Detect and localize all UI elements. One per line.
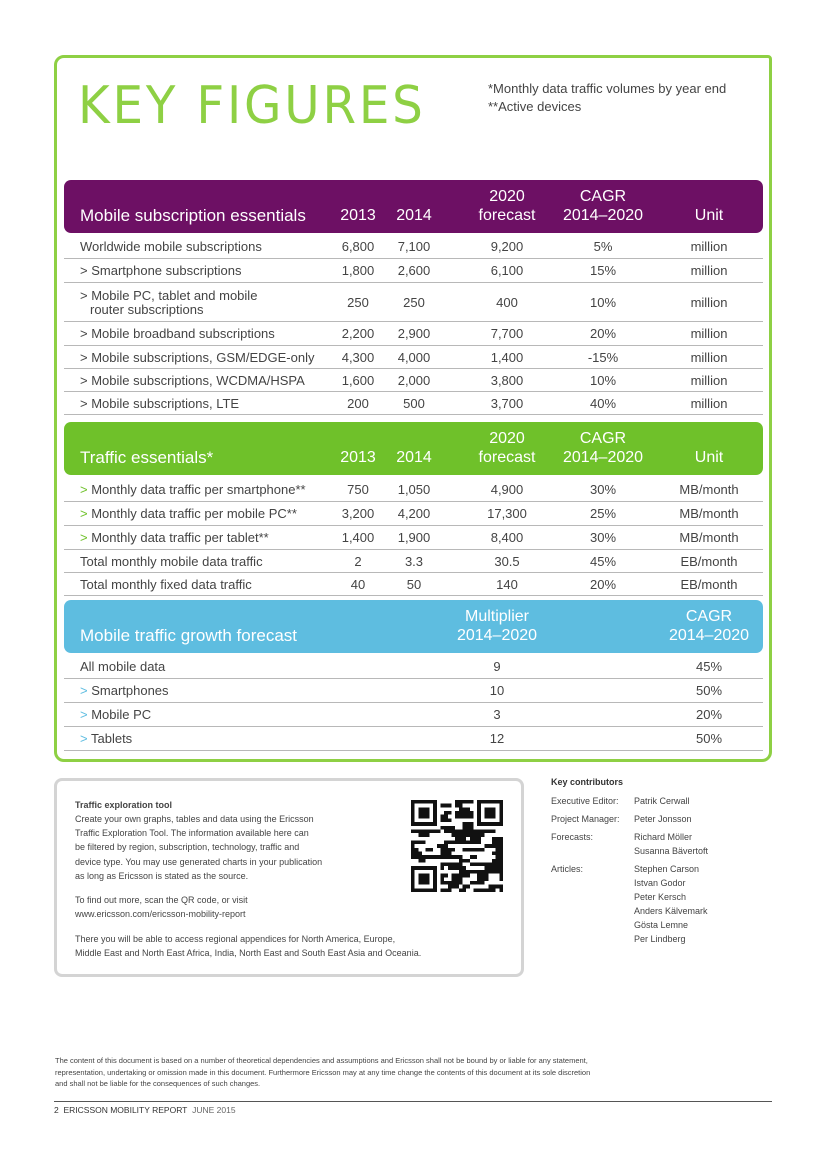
table-row [64,573,763,596]
contributor-role: Articles: [551,864,584,874]
col-cagr-bottom: 2014–2020 [562,449,644,466]
row-label-text: Mobile subscriptions, WCDMA/HSPA [91,372,305,388]
row-label-text: Smartphones [91,683,169,698]
contributor-name: Per Lindberg [634,934,686,944]
value-unit: million [690,294,728,310]
row-label [80,373,305,389]
col-2020-bottom: forecast [478,449,536,466]
value-2014: 4,200 [397,506,431,521]
table-row [64,478,763,502]
contributor-name: Stephen Carson [634,864,700,874]
disclaimer-line: representation, undertaking or omission made in this document. Furthermore Ericsson may at any time change the contents of this document at its sole discretion [55,1067,591,1077]
bullet-arrow-icon: > [80,731,88,746]
bullet-arrow-icon: > [80,395,88,411]
qr-code-icon[interactable] [411,800,503,892]
tool-line: There you will be able to access regional appendices for North America, Europe, [75,934,396,944]
contributor-name: Istvan Godor [634,878,686,888]
table-row [64,392,763,415]
value-2013: 1,600 [341,372,375,388]
tool-link[interactable]: www.ericsson.com/ericsson-mobility-report [75,909,246,920]
value-cagr: 15% [589,263,617,278]
traffic-header [64,422,763,475]
value-unit: MB/month [679,482,739,497]
tool-line: be filtered by region, subscription, technology, traffic and [75,842,300,853]
value-unit: million [690,372,728,388]
value-2020: 8,400 [490,530,524,545]
value-2014: 50 [406,576,422,592]
tool-paragraph-1 [75,812,395,883]
contributor-name: Peter Kersch [634,892,687,902]
tool-line: Traffic Exploration Tool. The information available here can [75,828,309,839]
value-cagr: 30% [589,530,617,545]
value-2014: 3.3 [404,553,424,569]
value-unit: MB/month [679,530,739,545]
value-2014: 7,100 [397,239,431,254]
bullet-arrow-icon: > [80,683,88,698]
row-label-text: Monthly data traffic per smartphone** [91,482,306,497]
value-2013: 2,200 [341,326,375,341]
page-title: KEY FIGURES [78,76,426,136]
bullet-arrow-icon: > [80,372,88,388]
row-label [80,707,151,723]
value-multiplier: 3 [493,707,501,722]
row-label [80,350,314,366]
col-unit: Unit [694,449,724,466]
value-2013: 750 [347,482,369,497]
row-label [80,239,262,255]
value-2020: 30.5 [494,553,520,569]
row-label [80,659,165,675]
table-row [64,259,763,283]
contributor-name: Peter Jonsson [634,814,692,824]
value-cagr: 50% [695,731,723,746]
row-label [80,396,239,412]
contributor-role: Project Manager: [551,814,620,824]
bullet-arrow-icon: > [80,326,88,341]
footnote-monthly: *Monthly data traffic volumes by year end [488,81,727,96]
value-unit: million [690,239,728,254]
bullet-arrow-icon: > [80,482,88,497]
disclaimer-line: and shall not be liable for the consequences of such changes. [55,1079,261,1088]
row-label-text: Tablets [90,731,133,746]
footer-rule [54,1101,772,1102]
col-2014: 2014 [396,449,432,466]
value-2014: 250 [403,294,425,310]
footer [54,1105,236,1115]
table-row [64,502,763,526]
footnotes [488,80,726,116]
row-label [80,577,252,593]
growth-header [64,600,763,653]
row-label [80,482,306,498]
value-cagr: 25% [589,506,617,521]
col-2020-bottom: forecast [478,207,536,224]
value-cagr: 50% [695,683,723,698]
value-2020: 140 [496,576,518,592]
col-cagr-top: CAGR [685,608,733,625]
col-multiplier-bottom: 2014–2020 [456,627,538,644]
value-2014: 2,600 [397,263,431,278]
value-cagr: 40% [589,395,617,411]
col-cagr-top: CAGR [579,188,627,205]
disclaimer [55,1055,695,1090]
tool-line: as long as Ericsson is stated as the source. [75,870,249,881]
col-unit: Unit [694,207,724,224]
table-row [64,679,763,703]
row-label [80,289,257,317]
tool-title: Traffic exploration tool [75,800,173,810]
value-2020: 7,700 [490,326,524,341]
report-date: JUNE 2015 [192,1105,236,1115]
value-2014: 500 [403,395,425,411]
value-cagr: 45% [589,553,617,569]
row-label [80,263,242,279]
contributor-role: Forecasts: [551,832,594,842]
value-2014: 2,000 [397,372,431,388]
table-row [64,322,763,346]
bullet-arrow-icon: > [80,263,88,278]
row-label-text: Smartphone subscriptions [91,263,242,278]
value-multiplier: 12 [489,731,505,746]
table-row [64,346,763,369]
value-2013: 40 [350,576,366,592]
value-2013: 200 [347,395,369,411]
row-label-text: Total monthly mobile data traffic [80,553,263,569]
value-cagr: 45% [695,659,723,674]
value-2014: 4,000 [397,349,431,365]
value-2020: 3,700 [490,395,524,411]
row-label-text: Mobile subscriptions, LTE [91,395,240,411]
value-unit: MB/month [679,506,739,521]
value-cagr: 20% [589,576,617,592]
value-multiplier: 9 [493,659,501,674]
table-row [64,727,763,751]
contributor-name: Richard Möller [634,832,693,842]
bullet-arrow-icon: > [80,506,88,521]
value-unit: million [690,263,728,278]
row-label [80,506,297,522]
value-2013: 1,800 [341,263,375,278]
value-multiplier: 10 [489,683,505,698]
value-2020: 400 [496,294,518,310]
subscription-header-label: Mobile subscription essentials [80,206,306,225]
bullet-arrow-icon: > [80,530,88,545]
footnote-active: **Active devices [488,99,582,114]
contributor-name: Patrik Cerwall [634,796,690,806]
value-2020: 6,100 [490,263,524,278]
value-unit: million [690,395,728,411]
col-2014: 2014 [396,207,432,224]
col-2020-top: 2020 [489,188,525,205]
value-cagr: 10% [589,372,617,388]
tool-paragraph-2 [75,893,395,921]
table-row [64,526,763,550]
row-label [80,554,263,570]
col-cagr-top: CAGR [579,430,627,447]
growth-header-label: Mobile traffic growth forecast [80,626,297,645]
value-2014: 2,900 [397,326,431,341]
tool-paragraph-3 [75,932,515,960]
value-cagr: 5% [593,239,613,254]
value-cagr: 20% [589,326,617,341]
col-multiplier-top: Multiplier [464,608,529,625]
value-cagr: -15% [587,349,619,365]
table-row [64,703,763,727]
value-2014: 1,900 [397,530,431,545]
report-name: ERICSSON MOBILITY REPORT [63,1105,188,1115]
contributor-name: Gösta Lemne [634,920,689,930]
value-2020: 4,900 [490,482,524,497]
contributors-title: Key contributors [551,777,624,787]
tool-line: Create your own graphs, tables and data using the Ericsson [75,814,314,824]
row-label [80,530,269,546]
value-unit: EB/month [680,553,738,569]
col-cagr-bottom: 2014–2020 [668,627,750,644]
col-2020-top: 2020 [489,430,525,447]
row-label [80,683,169,699]
table-row [64,283,763,322]
value-cagr: 10% [589,294,617,310]
row-label [80,326,275,342]
value-2014: 1,050 [397,482,431,497]
value-2020: 9,200 [490,239,524,254]
row-label-text: router subscriptions [90,302,204,317]
bullet-arrow-icon: > [80,288,88,303]
row-label-text: Mobile broadband subscriptions [91,326,275,341]
row-label-text: Mobile PC, tablet and mobile [91,288,258,303]
value-cagr: 30% [589,482,617,497]
page-number: 2 [54,1105,59,1115]
table-row [64,235,763,259]
value-2013: 4,300 [341,349,375,365]
value-2013: 250 [347,294,369,310]
row-label-text: Mobile PC [91,707,152,722]
tool-line: Middle East and North East Africa, India, North East and South East Asia and Oceania. [75,948,422,959]
value-unit: million [690,326,728,341]
col-2013: 2013 [340,449,376,466]
table-row [64,550,763,573]
col-2013: 2013 [340,207,376,224]
row-label-text: Monthly data traffic per tablet** [91,530,269,545]
row-label-text: Total monthly fixed data traffic [80,576,252,592]
tool-line: To find out more, scan the QR code, or visit [75,895,248,905]
value-2020: 17,300 [487,506,527,521]
col-cagr-bottom: 2014–2020 [562,207,644,224]
row-label-text: Mobile subscriptions, GSM/EDGE-only [91,349,315,365]
row-label-text: Monthly data traffic per mobile PC** [91,506,297,521]
value-cagr: 20% [695,707,723,722]
row-label [80,731,132,747]
table-row [64,655,763,679]
subscription-header [64,180,763,233]
contributor-name: Anders Kälvemark [634,906,708,916]
value-2013: 2 [354,553,362,569]
disclaimer-line: The content of this document is based on a number of theoretical dependencies and assumptions and Ericsson shall not be bound by or liable for any statement, [55,1056,588,1065]
value-2013: 1,400 [341,530,375,545]
bullet-arrow-icon: > [80,349,88,365]
bullet-arrow-icon: > [80,707,88,722]
value-2020: 3,800 [490,372,524,388]
tool-line: device type. You may use generated charts in your publication [75,856,323,867]
row-label-text: Worldwide mobile subscriptions [80,239,262,254]
value-2013: 6,800 [341,239,375,254]
value-unit: million [690,349,728,365]
value-2013: 3,200 [341,506,375,521]
value-unit: EB/month [680,576,738,592]
row-label-text: All mobile data [80,659,166,674]
contributor-name: Susanna Bävertoft [634,846,709,856]
table-row [64,369,763,392]
value-2020: 1,400 [490,349,524,365]
contributor-role: Executive Editor: [551,796,619,806]
traffic-header-label: Traffic essentials* [80,448,214,467]
